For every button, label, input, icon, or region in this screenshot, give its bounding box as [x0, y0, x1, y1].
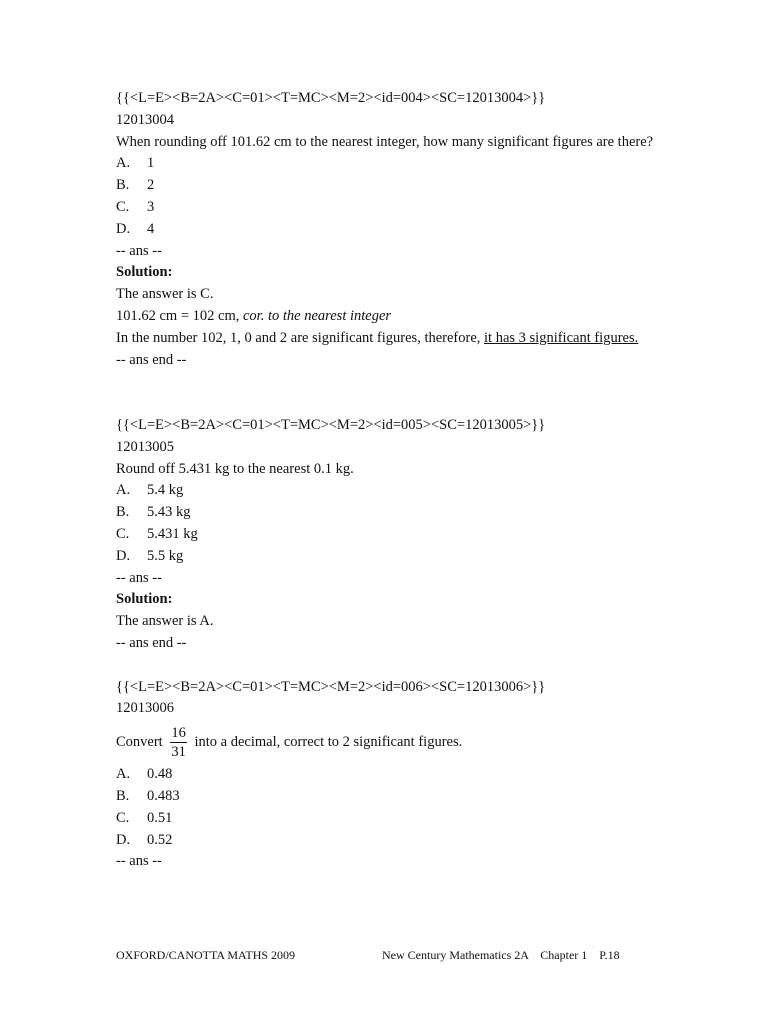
option-letter: A.	[116, 482, 131, 499]
question-code: 12013005	[116, 438, 174, 455]
option-letter: A.	[116, 766, 131, 783]
option-letter: C.	[116, 198, 130, 215]
solution-answer: The answer is A.	[116, 613, 214, 630]
question-code: 12013006	[116, 700, 174, 717]
step-note: cor. to the nearest integer	[242, 307, 392, 324]
step-text: 101.62 cm = 102 cm,	[116, 307, 243, 324]
option-a	[116, 764, 676, 786]
spacer	[116, 655, 676, 677]
option-letter: C.	[116, 809, 130, 826]
step-conclusion: it has 3 significant figures.	[484, 329, 639, 346]
solution-step-2	[116, 328, 676, 350]
ans-end-marker: -- ans end --	[116, 351, 187, 368]
footer-publisher: OXFORD/CANOTTA MATHS 2009	[116, 948, 296, 962]
option-text: 0.483	[147, 787, 180, 804]
ans-marker: -- ans --	[116, 853, 162, 870]
option-text: 5.4 kg	[147, 482, 184, 499]
question-block-006	[116, 677, 676, 874]
option-text: 0.48	[147, 766, 173, 783]
option-letter: B.	[116, 787, 130, 804]
ans-end-marker: -- ans end --	[116, 634, 187, 651]
option-a	[116, 153, 676, 175]
option-letter: A.	[116, 155, 131, 172]
question-tag: {{<L=E><B=2A><C=01><T=MC><M=2><id=004><SC=12013004>}}	[116, 90, 546, 106]
option-c	[116, 524, 676, 546]
option-letter: D.	[116, 220, 131, 237]
option-text: 0.51	[147, 809, 173, 826]
question-prefix: Convert	[116, 734, 163, 751]
option-text: 4	[147, 220, 155, 237]
option-text: 5.5 kg	[147, 547, 184, 564]
option-text: 3	[147, 198, 155, 215]
question-text	[116, 720, 676, 764]
option-text: 0.52	[147, 831, 173, 848]
fraction	[170, 724, 187, 761]
option-c	[116, 197, 676, 219]
ans-marker: -- ans --	[116, 242, 162, 259]
option-letter: D.	[116, 547, 131, 564]
spacer	[116, 371, 676, 415]
option-text: 1	[147, 155, 155, 172]
question-block-004	[116, 88, 676, 371]
option-letter: C.	[116, 525, 130, 542]
option-text: 5.43 kg	[147, 504, 191, 521]
question-suffix: into a decimal, correct to 2 significant figures.	[194, 734, 463, 751]
ans-marker: -- ans --	[116, 569, 162, 586]
option-letter: B.	[116, 177, 130, 194]
question-block-005	[116, 415, 676, 655]
option-b	[116, 786, 676, 808]
option-b	[116, 502, 676, 524]
option-c	[116, 808, 676, 830]
step-text: In the number 102, 1, 0 and 2 are significant figures, therefore,	[116, 329, 485, 346]
solution-answer: The answer is C.	[116, 286, 214, 303]
question-tag: {{<L=E><B=2A><C=01><T=MC><M=2><id=006><SC=12013006>}}	[116, 678, 546, 695]
solution-heading: Solution:	[116, 264, 173, 281]
question-tag: {{<L=E><B=2A><C=01><T=MC><M=2><id=005><SC=12013005>}}	[116, 416, 546, 433]
option-letter: B.	[116, 504, 130, 521]
option-d	[116, 546, 676, 568]
fraction-numerator: 16	[171, 725, 186, 742]
solution-heading: Solution:	[116, 591, 173, 608]
fraction-denominator: 31	[171, 744, 186, 761]
question-code: 12013004	[116, 111, 174, 128]
option-letter: D.	[116, 831, 131, 848]
question-text: When rounding off 101.62 cm to the nearest integer, how many significant figures are there?	[116, 133, 654, 150]
option-d	[116, 219, 676, 241]
option-d	[116, 830, 676, 852]
document-page	[116, 88, 676, 873]
option-b	[116, 175, 676, 197]
question-text: Round off 5.431 kg to the nearest 0.1 kg.	[116, 460, 354, 477]
footer-book-info: New Century Mathematics 2A Chapter 1 P.18	[382, 948, 620, 962]
option-a	[116, 480, 676, 502]
solution-step-1	[116, 306, 676, 328]
option-text: 2	[147, 177, 155, 194]
option-text: 5.431 kg	[147, 525, 198, 542]
